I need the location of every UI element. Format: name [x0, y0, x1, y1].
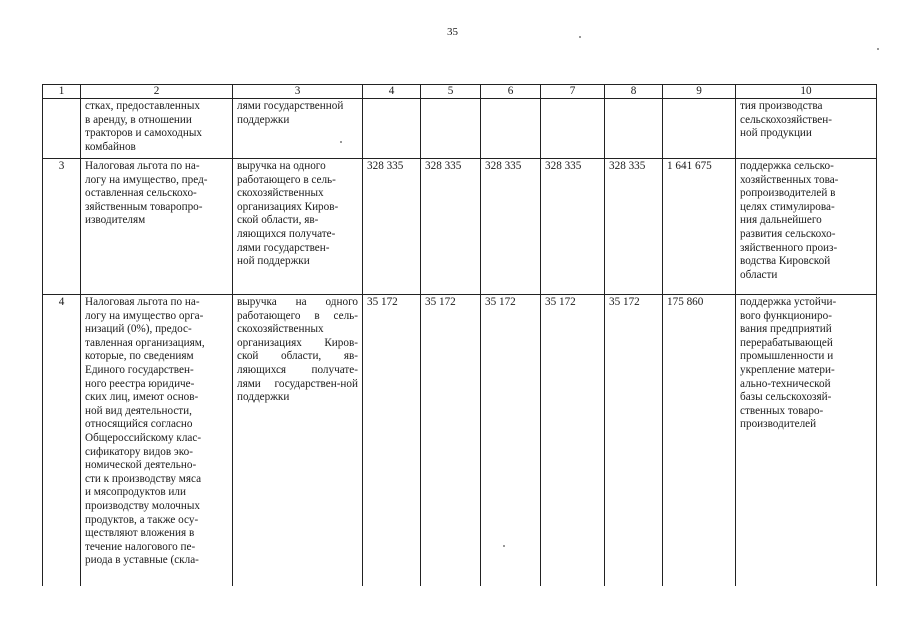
indicator-cell: выручка на одного работающего в сель- скохозяйственных организациях Киров- ской области, яв- ляющихся получате- лями государствен- ной поддержки [233, 159, 363, 295]
description-cell: Налоговая льгота по на- логу на имущество, пред- оставленная сельскохо- зяйственным товаропро- изводителям [81, 159, 233, 295]
value-cell: 328 335 [363, 159, 421, 295]
value-cell [605, 99, 663, 159]
row-number-cell [43, 99, 81, 159]
total-cell: 175 860 [663, 295, 736, 587]
value-cell [481, 99, 541, 159]
scan-speck [340, 141, 342, 143]
total-cell [663, 99, 736, 159]
scan-speck [877, 48, 879, 50]
value-cell [421, 99, 481, 159]
column-header: 7 [541, 85, 605, 99]
column-header: 9 [663, 85, 736, 99]
row-number-cell: 4 [43, 295, 81, 587]
value-cell: 35 172 [421, 295, 481, 587]
column-header: 3 [233, 85, 363, 99]
scan-speck [579, 36, 581, 38]
column-header: 1 [43, 85, 81, 99]
table-header-row [43, 85, 877, 99]
goal-cell: поддержка сельско- хозяйственных това- ропроизводителей в целях стимулирова- ния дальнейшего развития сельскохо- зяйственного произ- водства Кировской области [736, 159, 877, 295]
value-cell: 35 172 [363, 295, 421, 587]
value-cell: 35 172 [481, 295, 541, 587]
value-cell: 35 172 [605, 295, 663, 587]
indicator-cell: лями государственной поддержки [233, 99, 363, 159]
value-cell: 35 172 [541, 295, 605, 587]
table-row [43, 99, 877, 159]
value-cell: 328 335 [421, 159, 481, 295]
description-cell: Налоговая льгота по на- логу на имущество орга- низаций (0%), предос- тавленная организациям, которые, по сведениям Единого государствен- ного реестра юридиче- ских лиц, имеют основ- ной вид деятельности, относящийся согласно Общероссийскому клас- сификатору видов эко- номической деятельно- сти к производству мяса и мясопродуктов или производству молочных продуктов, а также осу- ществляют вложения в течение налогового пе- риода в уставные (скла- [81, 295, 233, 587]
value-cell: 328 335 [605, 159, 663, 295]
column-header: 8 [605, 85, 663, 99]
value-cell [363, 99, 421, 159]
row-number-cell: 3 [43, 159, 81, 295]
value-cell: 328 335 [541, 159, 605, 295]
scan-speck [503, 545, 505, 547]
column-header: 10 [736, 85, 877, 99]
value-cell [541, 99, 605, 159]
column-header: 4 [363, 85, 421, 99]
description-cell: стках, предоставленных в аренду, в отношении тракторов и самоходных комбайнов [81, 99, 233, 159]
goal-cell: тия производства сельскохозяйствен- ной продукции [736, 99, 877, 159]
table-row [43, 159, 877, 295]
column-header: 6 [481, 85, 541, 99]
goal-cell: поддержка устойчи- вого функциониро- вания предприятий перерабатывающей промышленности и укрепление матери- ально-технической базы сельскохозяй- ственных товаро- производителей [736, 295, 877, 587]
page-number: 35 [447, 26, 458, 38]
column-header: 2 [81, 85, 233, 99]
indicator-cell: выручка на одного работающего в сель-скохозяйственных организациях Киров-ской области, яв-ляющихся получате-лями государствен-ной поддержки [233, 295, 363, 587]
total-cell: 1 641 675 [663, 159, 736, 295]
data-table [42, 84, 877, 586]
column-header: 5 [421, 85, 481, 99]
table-row [43, 295, 877, 587]
value-cell: 328 335 [481, 159, 541, 295]
